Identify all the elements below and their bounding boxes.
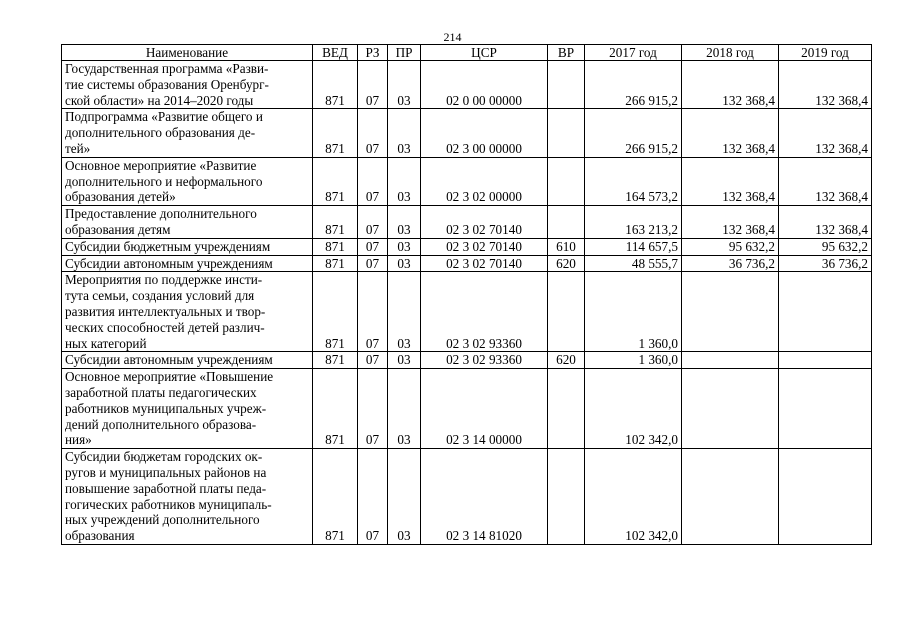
cell-vr [548,449,585,545]
cell-csr: 02 3 00 00000 [421,109,548,157]
cell-csr: 02 3 14 81020 [421,449,548,545]
name-line: образования детей» [65,189,176,205]
cell-2017: 163 213,2 [585,206,682,239]
cell-2019: 132 368,4 [779,61,872,109]
table-row [62,449,872,545]
table-row [62,255,872,272]
cell-vr: 620 [548,255,585,272]
name-line: ругов и муниципальных районов на [65,464,267,480]
cell-ved: 871 [313,238,358,255]
name-line: дений дополнительного образова- [65,416,257,432]
cell-vr [548,157,585,205]
budget-table [61,44,872,545]
cell-ved: 871 [313,61,358,109]
cell-2019 [779,369,872,449]
cell-2017: 114 657,5 [585,238,682,255]
cell-csr: 02 3 02 93360 [421,272,548,352]
name-line: Субсидии бюджетным учреждениям [65,238,271,254]
name-line: повышение заработной платы педа- [65,480,267,496]
table-row [62,352,872,369]
cell-ved: 871 [313,369,358,449]
name-line: ния» [65,432,92,448]
name-line: заработной платы педагогических [65,384,257,400]
header-ved: ВЕД [313,45,358,61]
cell-rz: 07 [358,109,388,157]
table-body [62,61,872,545]
cell-2019 [779,272,872,352]
cell-vr [548,206,585,239]
cell-2017: 1 360,0 [585,352,682,369]
name-line: Субсидии бюджетам городских ок- [65,449,263,465]
name-line: работников муниципальных учреж- [65,400,267,416]
cell-ved: 871 [313,352,358,369]
cell-2018: 132 368,4 [682,157,779,205]
cell-vr [548,61,585,109]
cell-2017: 164 573,2 [585,157,682,205]
name-line: тута семьи, создания условий для [65,288,255,304]
cell-name [62,255,313,272]
table-row [62,109,872,157]
cell-2019 [779,449,872,545]
table-row [62,272,872,352]
name-line: Мероприятия по поддержке инсти- [65,272,263,288]
cell-vr: 610 [548,238,585,255]
header-name: Наименование [62,45,313,61]
cell-name [62,272,313,352]
cell-2019: 95 632,2 [779,238,872,255]
cell-name [62,206,313,239]
name-line: Основное мероприятие «Повышение [65,369,274,385]
name-line: Основное мероприятие «Развитие [65,157,257,173]
cell-2018: 132 368,4 [682,61,779,109]
cell-2017: 266 915,2 [585,61,682,109]
header-csr: ЦСР [421,45,548,61]
name-line: ных учреждений дополнительного [65,512,260,528]
header-vr: ВР [548,45,585,61]
cell-csr: 02 3 02 70140 [421,255,548,272]
cell-rz: 07 [358,238,388,255]
name-line: дополнительного образования де- [65,125,256,141]
cell-csr: 02 0 00 00000 [421,61,548,109]
header-2017: 2017 год [585,45,682,61]
cell-2017: 1 360,0 [585,272,682,352]
cell-csr: 02 3 02 70140 [421,238,548,255]
cell-rz: 07 [358,255,388,272]
name-line: образования [65,528,135,544]
cell-pr: 03 [388,449,421,545]
cell-2018: 95 632,2 [682,238,779,255]
cell-pr: 03 [388,109,421,157]
cell-name [62,352,313,369]
name-line: Субсидии автономным учреждениям [65,255,273,271]
cell-name [62,238,313,255]
name-line: дополнительного и неформального [65,173,263,189]
cell-2018 [682,272,779,352]
cell-2019: 36 736,2 [779,255,872,272]
cell-csr: 02 3 02 70140 [421,206,548,239]
cell-name [62,109,313,157]
cell-pr: 03 [388,272,421,352]
cell-csr: 02 3 02 00000 [421,157,548,205]
cell-pr: 03 [388,352,421,369]
cell-ved: 871 [313,449,358,545]
cell-rz: 07 [358,449,388,545]
cell-name [62,369,313,449]
cell-rz: 07 [358,206,388,239]
header-2018: 2018 год [682,45,779,61]
cell-2018: 132 368,4 [682,206,779,239]
name-line: образования детям [65,221,171,237]
name-line: ской области» на 2014–2020 годы [65,92,254,108]
cell-vr [548,369,585,449]
cell-pr: 03 [388,157,421,205]
table-row [62,206,872,239]
name-line: Подпрограмма «Развитие общего и [65,109,263,125]
cell-2019: 132 368,4 [779,206,872,239]
header-2019: 2019 год [779,45,872,61]
name-line: Предоставление дополнительного [65,206,257,222]
cell-name [62,61,313,109]
cell-2018: 36 736,2 [682,255,779,272]
table-row [62,61,872,109]
name-line: тей» [65,140,91,156]
cell-2017: 48 555,7 [585,255,682,272]
cell-2017: 266 915,2 [585,109,682,157]
table-row [62,157,872,205]
name-line: развития интеллектуальных и твор- [65,303,266,319]
cell-2018: 132 368,4 [682,109,779,157]
table-row [62,238,872,255]
table-header-row [62,45,872,61]
cell-2017: 102 342,0 [585,369,682,449]
cell-2018 [682,449,779,545]
cell-2019: 132 368,4 [779,109,872,157]
header-pr: ПР [388,45,421,61]
cell-rz: 07 [358,272,388,352]
cell-pr: 03 [388,369,421,449]
cell-rz: 07 [358,61,388,109]
cell-pr: 03 [388,255,421,272]
cell-2017: 102 342,0 [585,449,682,545]
cell-rz: 07 [358,369,388,449]
cell-pr: 03 [388,61,421,109]
cell-name [62,157,313,205]
header-rz: РЗ [358,45,388,61]
cell-vr: 620 [548,352,585,369]
cell-vr [548,272,585,352]
cell-ved: 871 [313,109,358,157]
name-line: тие системы образования Оренбург- [65,76,269,92]
cell-pr: 03 [388,238,421,255]
cell-2019 [779,352,872,369]
cell-2018 [682,352,779,369]
name-line: Субсидии автономным учреждениям [65,352,273,368]
cell-ved: 871 [313,157,358,205]
name-line: гогических работников муниципаль- [65,496,272,512]
cell-ved: 871 [313,206,358,239]
cell-2019: 132 368,4 [779,157,872,205]
page-number: 214 [443,30,462,44]
cell-rz: 07 [358,352,388,369]
cell-ved: 871 [313,255,358,272]
cell-vr [548,109,585,157]
name-line: Государственная программа «Разви- [65,61,269,76]
cell-ved: 871 [313,272,358,352]
name-line: ных категорий [65,335,147,351]
cell-csr: 02 3 14 00000 [421,369,548,449]
cell-csr: 02 3 02 93360 [421,352,548,369]
name-line: ческих способностей детей различ- [65,319,265,335]
cell-pr: 03 [388,206,421,239]
cell-2018 [682,369,779,449]
table-row [62,369,872,449]
cell-rz: 07 [358,157,388,205]
cell-name [62,449,313,545]
